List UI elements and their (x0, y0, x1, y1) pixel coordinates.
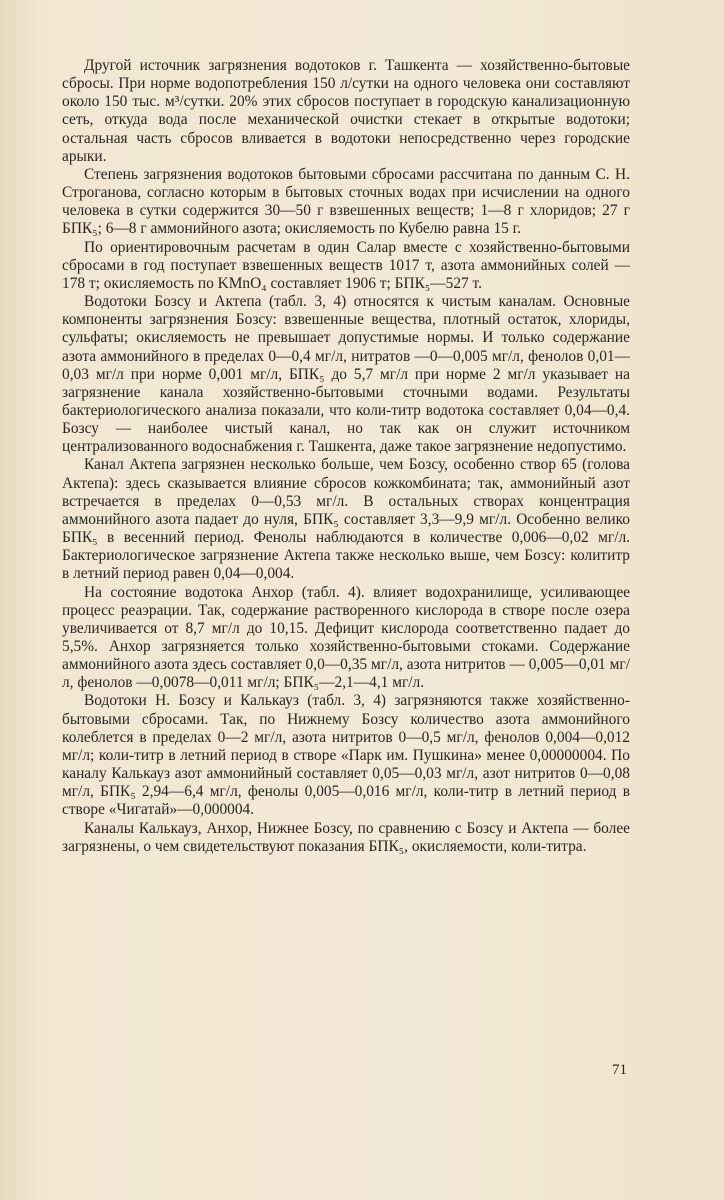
body-text (62, 57, 630, 856)
paragraph: Канал Актепа загрязнен несколько больше, чем Бозсу, особенно створ 65 (голова Актепа): здесь сказывается влияние сбросов кожкомбината; так, аммонийный азот встречается в пределах 0—0,53 мг/л. В остальных створах концентрация аммонийного азота падает до нуля, БПК₅ составляет 3,3—9,9 мг/л. Особенно велико БПК₅ в весенний период. Фенолы наблюдаются в количестве 0,006—0,02 мг/л. Бактериологическое загрязнение Актепа также несколько выше, чем Бозсу: колититр в летний период равен 0,04—0,004. (62, 456, 630, 583)
paragraph: Степень загрязнения водотоков бытовыми сбросами рассчитана по данным С. Н. Строганова, согласно которым в бытовых сточных водах при исчислении на одного человека в сутки содержится 30—50 г взвешенных веществ; 1—8 г хлоридов; 27 г БПК₅; 6—8 г аммонийного азота; окисляемость по Кубелю равна 15 г. (62, 165, 630, 238)
paragraph: По ориентировочным расчетам в один Салар вместе с хозяйственно-бытовыми сбросами в год поступает взвешенных веществ 1017 т, азота аммонийных солей — 178 т; окисляемость по KMnO₄ составляет 1906 т; БПК₅—527 т. (62, 238, 630, 292)
paragraph: На состояние водотока Анхор (табл. 4). влияет водохранилище, усиливающее процесс реаэрации. Так, содержание растворенного кислорода в створе после озера увеличивается от 8,7 мг/л до 10,15. Дефицит кислорода соответственно падает до 5,5%. Анхор загрязняется только хозяйственно-бытовыми стоками. Содержание аммонийного азота здесь составляет 0,0—0,35 мг/л, азота нитритов — 0,005—0,01 мг/л, фенолов —0,0078—0,011 мг/л; БПК₅—2,1—4,1 мг/л. (62, 583, 630, 692)
paragraph: Другой источник загрязнения водотоков г. Ташкента — хозяйственно-бытовые сбросы. При норме водопотребления 150 л/сутки на одного человека они составляют около 150 тыс. м³/сутки. 20% этих сбросов поступает в городскую канализационную сеть, откуда вода после механической очистки стекает в открытые водотоки; остальная часть сбросов вливается в водотоки непосредственно через городские арыки. (62, 57, 630, 165)
page-number: 71 (612, 1062, 627, 1078)
paragraph: Каналы Калькауз, Анхор, Нижнее Бозсу, по сравнению с Бозсу и Актепа — более загрязнены, о чем свидетельствуют показания БПК₅, окисляемости, коли-титра. (62, 819, 630, 855)
paragraph: Водотоки Н. Бозсу и Калькауз (табл. 3, 4) загрязняются также хозяйственно-бытовыми сбросами. Так, по Нижнему Бозсу количество азота аммонийного колеблется в пределах 0—2 мг/л, азота нитритов 0—0,5 мг/л, фенолов 0,004—0,012 мг/л; коли-титр в летний период в створе «Парк им. Пушкина» менее 0,00000004. По каналу Калькауз азот аммонийный составляет 0,05—0,03 мг/л, азот нитритов 0—0,08 мг/л, БПК₅ 2,94—6,4 мг/л, фенолы 0,005—0,016 мг/л, коли-титр в летний период в створе «Чигатай»—0,000004. (62, 692, 630, 819)
paragraph: Водотоки Бозсу и Актепа (табл. 3, 4) относятся к чистым каналам. Основные компоненты загрязнения Бозсу: взвешенные вещества, плотный остаток, хлориды, сульфаты; окисляемость не превышает допустимые нормы. И только содержание азота аммонийного в пределах 0—0,4 мг/л, нитратов —0—0,005 мг/л, фенолов 0,01—0,03 мг/л при норме 0,001 мг/л, БПК₅ до 5,7 мг/л при норме 2 мг/л указывает на загрязнение канала хозяйственно-бытовыми сточными водами. Результаты бактериологического анализа показали, что коли-титр водотока составляет 0,04—0,4. Бозсу — наиболее чистый канал, но так как он служит источником централизованного водоснабжения г. Ташкента, даже такое загрязнение недопустимо. (62, 293, 630, 456)
